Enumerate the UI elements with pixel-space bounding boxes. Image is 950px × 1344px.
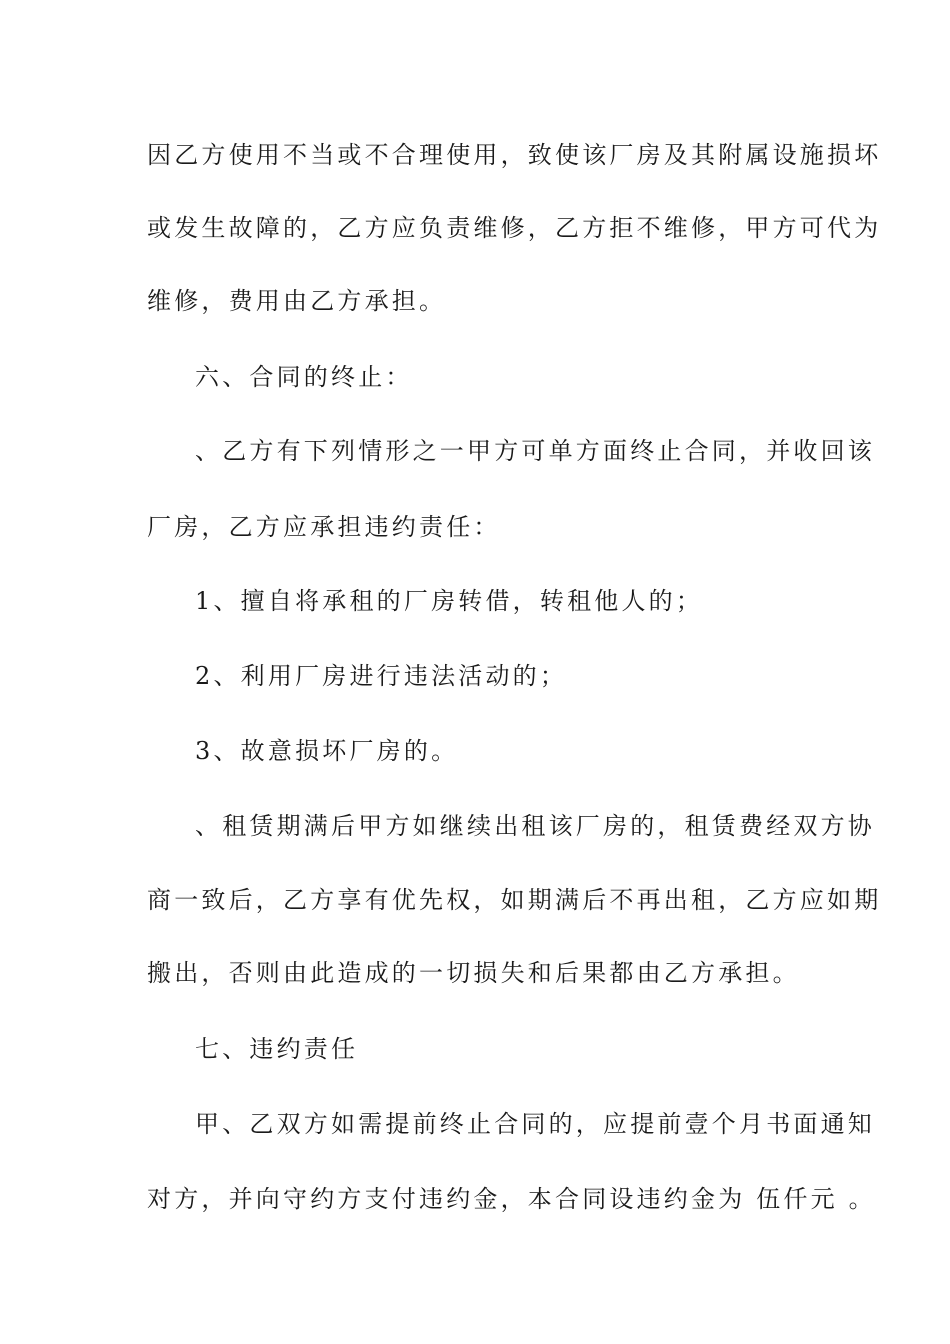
paragraph-line: 因乙方使用不当或不合理使用，致使该厂房及其附属设施损坏 [147, 141, 882, 169]
paragraph-line: 对方，并向守约方支付违约金，本合同设违约金为 伍仟元 。 [147, 1185, 876, 1213]
paragraph-line: 、乙方有下列情形之一甲方可单方面终止合同，并收回该 [195, 437, 875, 465]
list-item: 3、故意损坏厂房的。 [195, 737, 459, 765]
paragraph-line: 、租赁期满后甲方如继续出租该厂房的，租赁费经双方协 [195, 812, 875, 840]
section-heading: 六、合同的终止： [195, 363, 413, 391]
paragraph-line: 厂房，乙方应承担违约责任： [147, 513, 501, 541]
paragraph-line: 维修，费用由乙方承担。 [147, 287, 447, 315]
list-item: 1、擅自将承租的厂房转借，转租他人的； [195, 587, 704, 615]
paragraph-line: 甲、乙双方如需提前终止合同的，应提前壹个月书面通知 [195, 1110, 875, 1138]
paragraph-line: 商一致后，乙方享有优先权，如期满后不再出租，乙方应如期 [147, 886, 882, 914]
list-item: 2、利用厂房进行违法活动的； [195, 662, 568, 690]
paragraph-line: 或发生故障的，乙方应负责维修，乙方拒不维修，甲方可代为 [147, 214, 882, 242]
paragraph-line: 搬出，否则由此造成的一切损失和后果都由乙方承担。 [147, 959, 800, 987]
section-heading: 七、违约责任 [195, 1035, 359, 1063]
